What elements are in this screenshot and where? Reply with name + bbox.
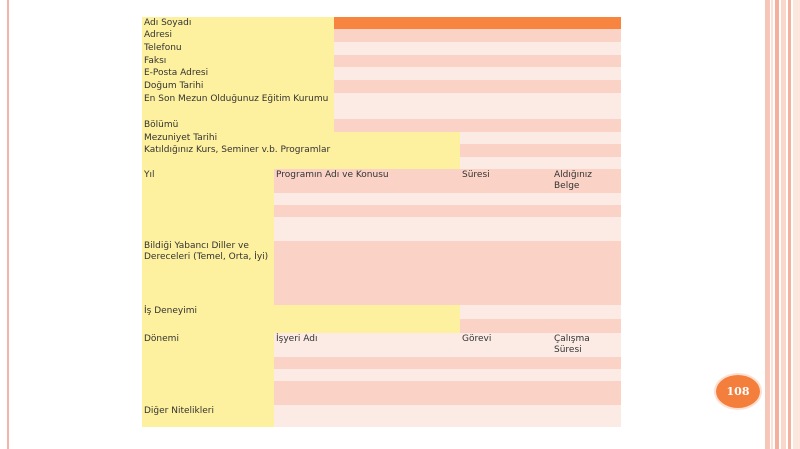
courses-spacer xyxy=(142,157,460,169)
label-other-qualifications: Diğer Nitelikleri xyxy=(142,405,274,427)
course-row-year[interactable] xyxy=(142,193,274,205)
value-experience[interactable] xyxy=(460,305,621,319)
experience-row-period[interactable] xyxy=(142,357,274,369)
experience-row-period[interactable] xyxy=(142,369,274,381)
value-email[interactable] xyxy=(334,67,621,80)
cv-form-table xyxy=(142,17,621,427)
value-birthdate[interactable] xyxy=(334,80,621,93)
label-birthdate: Doğum Tarihi xyxy=(142,80,334,93)
label-phone: Telefonu xyxy=(142,42,334,55)
page-number-badge: 108 xyxy=(714,373,762,410)
value-fax[interactable] xyxy=(334,55,621,67)
label-school: En Son Mezun Olduğunuz Eğitim Kurumu xyxy=(142,93,334,119)
value-courses[interactable] xyxy=(460,144,621,157)
course-row[interactable] xyxy=(274,193,621,205)
slide-left-border xyxy=(7,0,9,449)
label-address: Adresi xyxy=(142,29,334,42)
experience-row[interactable] xyxy=(274,369,621,381)
column-employer: İşyeri Adı xyxy=(274,333,460,357)
column-duration: Süresi xyxy=(460,169,552,193)
label-experience: İş Deneyimi xyxy=(142,305,460,319)
experience-spacer xyxy=(142,319,460,333)
column-year: Yıl xyxy=(142,169,274,193)
label-graduation-date: Mezuniyet Tarihi xyxy=(142,132,460,144)
label-languages: Bildiği Yabancı Diller ve Dereceleri (Temel, Orta, İyi) xyxy=(142,241,274,305)
column-program: Programın Adı ve Konusu xyxy=(274,169,460,193)
label-department: Bölümü xyxy=(142,119,334,132)
experience-row-period[interactable] xyxy=(142,381,274,405)
value-address[interactable] xyxy=(334,29,621,42)
course-row[interactable] xyxy=(274,217,621,241)
experience-row[interactable] xyxy=(274,357,621,369)
experience-row[interactable] xyxy=(274,381,621,405)
experience-spacer-value xyxy=(460,319,621,333)
value-phone[interactable] xyxy=(334,42,621,55)
column-certificate: Aldığınız Belge xyxy=(552,169,621,193)
value-department[interactable] xyxy=(334,119,621,132)
column-position: Görevi xyxy=(460,333,552,357)
label-courses: Katıldığınız Kurs, Seminer v.b. Programlar xyxy=(142,144,460,157)
course-row-year[interactable] xyxy=(142,217,274,241)
value-name[interactable] xyxy=(334,17,621,29)
column-period: Dönemi xyxy=(142,333,274,357)
value-graduation-date[interactable] xyxy=(460,132,621,144)
column-work-duration: Çalışma Süresi xyxy=(552,333,621,357)
value-school[interactable] xyxy=(334,93,621,119)
course-row-year[interactable] xyxy=(142,205,274,217)
courses-spacer-value xyxy=(460,157,621,169)
label-fax: Faksı xyxy=(142,55,334,67)
value-other-qualifications[interactable] xyxy=(274,405,621,427)
course-row[interactable] xyxy=(274,205,621,217)
label-name: Adı Soyadı xyxy=(142,17,334,29)
label-email: E-Posta Adresi xyxy=(142,67,334,80)
value-languages[interactable] xyxy=(274,241,621,305)
